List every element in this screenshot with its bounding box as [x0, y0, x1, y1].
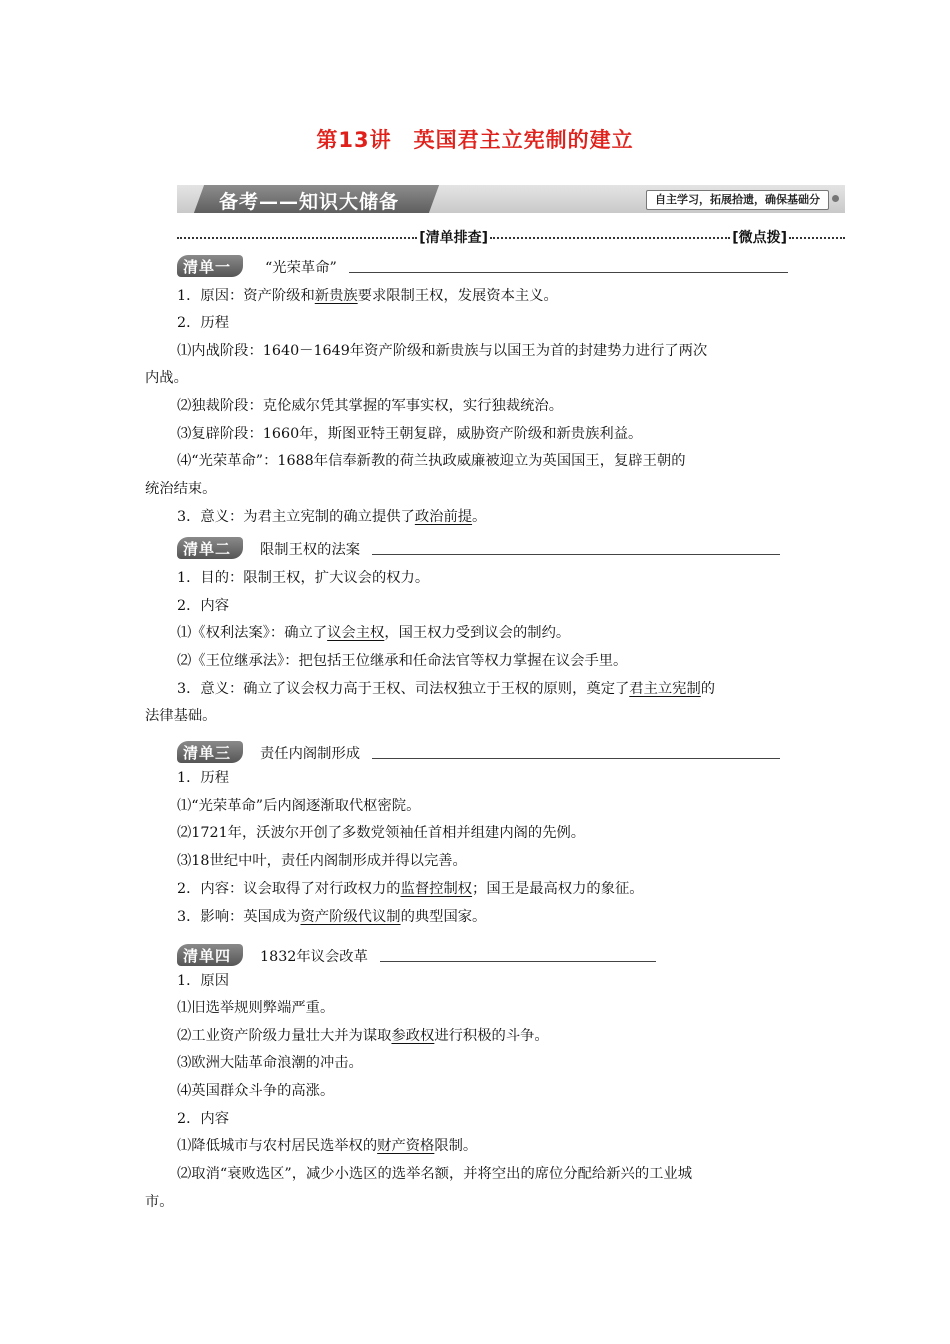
key-term: 君主立宪制: [629, 681, 701, 697]
heading-rule: [349, 272, 788, 273]
text-fragment: ⑵《王位继承法》：把包括王位继承和任命法官等权力掌握在议会手里。: [177, 653, 628, 669]
text-fragment: 统治结束。: [145, 481, 217, 497]
text-line: [177, 596, 950, 616]
heading-rule: [372, 554, 780, 555]
text-fragment: ⑶复辟阶段：1660年，斯图亚特王朝复辟，威胁资产阶级和新贵族利益。: [177, 426, 643, 442]
text-fragment: 1．目的：限制王权，扩大议会的权力。: [177, 570, 430, 586]
text-line: [145, 368, 950, 388]
section-heading: 限制王权的法案: [260, 542, 361, 558]
text-line: [177, 451, 950, 471]
section-heading: 责任内阁制形成: [260, 746, 361, 762]
banner-main-text: 备考——知识大储备: [219, 191, 400, 213]
text-line: [177, 998, 950, 1018]
text-fragment: ⑴降低城市与农村居民选举权的: [177, 1138, 378, 1154]
text-fragment: 3．意义：为君主立宪制的确立提供了: [177, 509, 415, 525]
text-line: [177, 796, 950, 816]
text-line: [177, 651, 950, 671]
text-line: [177, 851, 950, 871]
section-badge: [177, 537, 243, 559]
text-fragment: ，国王权力受到议会的制约。: [384, 625, 571, 641]
text-line: [177, 1026, 950, 1046]
text-fragment: 2．历程: [177, 315, 229, 331]
key-term: 资产阶级代议制: [300, 909, 401, 925]
checklist-bar: [177, 228, 845, 246]
text-fragment: ⑷英国群众斗争的高涨。: [177, 1083, 335, 1099]
text-fragment: ⑶18世纪中叶，责任内阁制形成并得以完善。: [177, 853, 467, 869]
text-fragment: ⑴“光荣革命”后内阁逐渐取代枢密院。: [177, 798, 421, 814]
text-fragment: 2．内容: [177, 598, 229, 614]
text-fragment: ；国王是最高权力的象征。: [472, 881, 644, 897]
text-line: [177, 507, 950, 527]
key-term: 参政权: [391, 1028, 435, 1044]
text-fragment: ⑴旧选举规则弊端严重。: [177, 1000, 335, 1016]
heading-rule: [380, 961, 656, 962]
text-fragment: 1．历程: [177, 770, 229, 786]
text-line: [177, 1136, 950, 1156]
badge-label: 清单四: [183, 947, 232, 965]
dotted-leader: [177, 237, 417, 239]
text-fragment: 3．影响：英国成为: [177, 909, 301, 925]
text-line: [177, 313, 950, 333]
text-line: [145, 706, 950, 726]
text-fragment: 进行积极的斗争。: [434, 1028, 549, 1044]
section-heading: 1832年议会改革: [260, 949, 368, 965]
text-line: [177, 1081, 950, 1101]
text-line: [177, 568, 950, 588]
text-line: [177, 679, 950, 699]
section-badge: [177, 944, 243, 966]
banner-subtitle: 自主学习，拓展拾遗，确保基础分: [646, 190, 829, 210]
section-badge: [177, 741, 243, 763]
text-line: [145, 479, 950, 499]
key-term: 议会主权: [327, 625, 385, 641]
text-line: [177, 1053, 950, 1073]
badge-label: 清单一: [183, 258, 232, 276]
text-fragment: 。: [472, 509, 487, 525]
heading-rule: [372, 758, 780, 759]
text-fragment: 法律基础。: [145, 708, 217, 724]
text-fragment: ⑵取消“衰败选区”，减少小选区的选举名额，并将空出的席位分配给新兴的工业城: [177, 1166, 693, 1182]
section-badge: [177, 255, 243, 277]
section-banner: [177, 185, 845, 213]
key-term: 新贵族: [314, 288, 358, 304]
text-line: [177, 879, 950, 899]
text-line: [177, 341, 950, 361]
text-fragment: ⑵独裁阶段：克伦威尔凭其掌握的军事实权，实行独裁统治。: [177, 398, 564, 414]
text-line: [177, 1109, 950, 1129]
key-term: 政治前提: [414, 509, 473, 525]
badge-label: 清单二: [183, 540, 232, 558]
text-fragment: ⑵1721年，沃波尔开创了多数党领袖任首相并组建内阁的先例。: [177, 825, 586, 841]
key-term: 财产资格: [377, 1138, 435, 1154]
section-heading: “光荣革命”: [265, 260, 337, 276]
text-line: [177, 1164, 950, 1184]
dotted-leader: [789, 237, 845, 239]
text-fragment: 限制。: [434, 1138, 478, 1154]
text-fragment: ⑴内战阶段：1640－1649年资产阶级和新贵族与以国王为首的封建势力进行了两次: [177, 343, 708, 359]
text-line: [177, 396, 950, 416]
text-fragment: 要求限制王权，发展资本主义。: [357, 288, 558, 304]
badge-label: 清单三: [183, 744, 232, 762]
dotted-leader: [490, 237, 730, 239]
key-term: 监督控制权: [400, 881, 473, 897]
text-line: [177, 623, 950, 643]
text-fragment: ⑵工业资产阶级力量壮大并为谋取: [177, 1028, 392, 1044]
text-fragment: 1．原因: [177, 973, 229, 989]
text-line: [145, 1192, 950, 1212]
tips-label: [微点拨]: [732, 230, 787, 246]
checklist-label: [清单排查]: [419, 230, 488, 246]
text-fragment: 的: [700, 681, 716, 697]
text-fragment: ⑶欧洲大陆革命浪潮的冲击。: [177, 1055, 363, 1071]
text-line: [177, 971, 950, 991]
page-title: 第13讲 英国君主立宪制的建立: [316, 128, 634, 152]
text-fragment: 的典型国家。: [400, 909, 487, 925]
text-line: [177, 768, 950, 788]
text-line: [177, 907, 950, 927]
text-fragment: 内战。: [145, 370, 188, 386]
text-fragment: 3．意义：确立了议会权力高于王权、司法权独立于王权的原则，奠定了: [177, 681, 630, 697]
text-fragment: 市。: [145, 1194, 174, 1210]
text-line: [177, 286, 950, 306]
text-fragment: ⑴《权利法案》：确立了: [177, 625, 328, 641]
banner-dot-icon: [832, 195, 839, 202]
text-fragment: 2．内容: [177, 1111, 229, 1127]
text-fragment: 1．原因：资产阶级和: [177, 288, 315, 304]
text-line: [177, 823, 950, 843]
text-line: [177, 424, 950, 444]
text-fragment: 2．内容：议会取得了对行政权力的: [177, 881, 401, 897]
text-fragment: ⑷“光荣革命”：1688年信奉新教的荷兰执政威廉被迎立为英国国王，复辟王朝的: [177, 453, 686, 469]
